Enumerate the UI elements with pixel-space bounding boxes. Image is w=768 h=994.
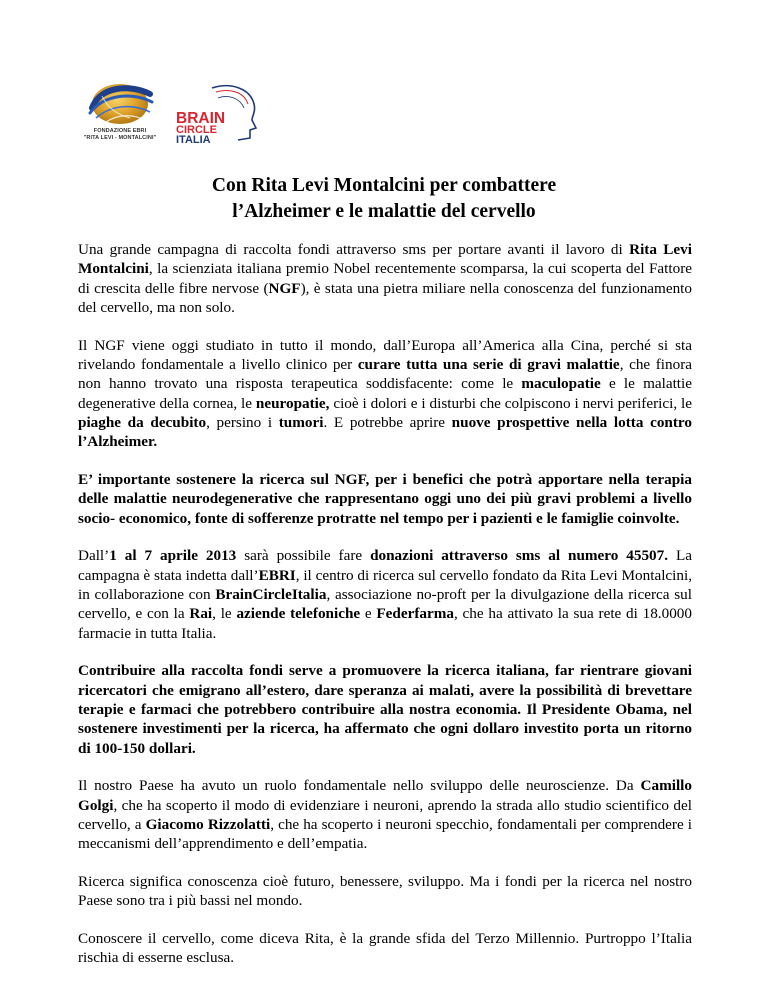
paragraph-7: Ricerca significa conoscenza cioè futuro, benessere, sviluppo. Ma i fondi per la ricerca nel nostro Paese sono tra i più bassi nel mondo. xyxy=(78,873,692,910)
paragraph-2 xyxy=(78,336,692,452)
article-body xyxy=(78,240,692,986)
text-run: e le malattie degenerative della cornea, le xyxy=(78,375,692,412)
text-run: Il nostro Paese ha avuto un ruolo fondamentale nello sviluppo delle neuroscienze. Da xyxy=(78,777,641,795)
bold-run: NGF xyxy=(268,279,301,297)
text-run: ), è stata una pietra miliare nella conoscenza del funzionamento del cervello, ma non solo. xyxy=(78,279,692,316)
bold-run: aziende telefoniche xyxy=(236,605,361,623)
text-run: Il NGF viene oggi studiato in tutto il mondo, dall’Europa all’America alla Cina, perché si sta rivelando fondamentale a livello clinico per xyxy=(78,336,692,373)
paragraph-1 xyxy=(78,240,692,317)
text-run: Dall’ xyxy=(78,547,110,565)
brain-word: BRAIN xyxy=(176,110,226,127)
bold-run: Giacomo Rizzolatti xyxy=(145,815,271,833)
text-run: , il centro di ricerca sul cervello fondato da Rita Levi Montalcini, in collaborazione con xyxy=(78,566,692,603)
bold-run: Rita Levi Montalcini xyxy=(78,241,692,278)
paragraph-5: Contribuire alla raccolta fondi serve a promuovere la ricerca italiana, far rientrare giovani ricercatori che emigrano all’estero, dare speranza ai malati, avere la possibilità di brevettare terapie e farmaci che potrebbero contribuire alla nostra economia. Il Presidente Obama, nel sostenere investimenti per la ricerca, ha affermato che ogni dollaro investito porta un ritorno di 100-150 dollari. xyxy=(78,662,692,757)
text-run: , associazione no-proft per la divulgazione della ricerca sul cervello, e con la xyxy=(78,585,692,623)
paragraph-4 xyxy=(78,546,692,642)
ebri-caption-line2: "RITA LEVI - MONTALCINI" xyxy=(83,134,157,141)
text-run: e xyxy=(360,605,377,623)
bold-run: Federfarma xyxy=(376,605,454,623)
bold-run: BrainCircleItalia xyxy=(215,585,327,603)
bold-run: curare tutta una serie di gravi malattie xyxy=(357,355,620,373)
text-run: , la scienziata italiana premio Nobel recentemente scomparsa, la cui scoperta del Fattore di crescita delle fibre nervose ( xyxy=(78,260,692,297)
ebri-caption xyxy=(68,128,172,141)
braincircle-logo xyxy=(172,82,268,146)
title-line2: l’Alzheimer e le malattie del cervello xyxy=(232,201,536,222)
text-run: . E potrebbe aprire xyxy=(323,413,452,431)
circle-word: CIRCLE xyxy=(176,124,217,136)
paragraph-3: E’ importante sostenere la ricerca sul NGF, per i benefici che potrà apportare nella terapia delle malattie neurodegenerative che rappresentano oggi uno dei più gravi problemi a livello socio- economico, fonte di sofferenze protratte nel tempo per i pazienti e le famiglie coinvolte. xyxy=(78,470,692,527)
text-run: , che finora non hanno trovato una risposta terapeutica soddisfacente: come le xyxy=(78,355,693,393)
text-run: La campagna è stata indetta dall’ xyxy=(78,547,692,584)
page-title xyxy=(0,173,768,225)
ebri-emblem-icon xyxy=(78,82,162,130)
text-run: , persino i xyxy=(206,413,279,431)
italia-word: ITALIA xyxy=(176,134,211,146)
bold-run: piaghe da decubito xyxy=(78,413,207,431)
bold-run: Camillo Golgi xyxy=(78,777,692,814)
paragraph-8: Conoscere il cervello, come diceva Rita, è la grande sfida del Terzo Millennio. Purtroppo l’Italia rischia di esserne esclusa. xyxy=(78,930,692,967)
paragraph-6 xyxy=(78,776,692,853)
text-run: sarà possibile fare xyxy=(236,547,371,565)
bold-run: 1 al 7 aprile 2013 xyxy=(109,547,237,565)
bold-run: neuropatie, xyxy=(255,394,330,412)
bold-run: EBRI xyxy=(258,566,296,584)
text-run: , che ha attivato la sua rete di 18.0000 farmacie in tutta Italia. xyxy=(78,605,692,642)
text-run: , che ha scoperto i neuroni specchio, fondamentali per comprendere i meccanismi dell’apprendimento e dell’empatia. xyxy=(78,815,692,853)
bold-run: maculopatie xyxy=(521,375,601,393)
text-run: , che ha scoperto il modo di evidenziare i neuroni, aprendo la strada allo studio scientifico del cervello, a xyxy=(78,796,692,833)
title-line1: Con Rita Levi Montalcini per combattere xyxy=(211,175,557,196)
text-run: , le xyxy=(212,605,237,623)
bold-run: nuove prospettive nella lotta contro l’Alzheimer. xyxy=(78,413,692,451)
text-run: cioè i dolori e i disturbi che colpiscono i nervi periferici, le xyxy=(329,394,692,412)
ebri-caption-line1: FONDAZIONE EBRI xyxy=(93,128,147,134)
text-run: Una grande campagna di raccolta fondi attraverso sms per portare avanti il lavoro di xyxy=(78,241,630,258)
bold-run: Rai xyxy=(189,605,213,623)
bold-run: donazioni attraverso sms al numero 45507. xyxy=(370,547,669,565)
bold-run: tumori xyxy=(278,413,324,431)
brain-head-icon xyxy=(172,82,268,146)
